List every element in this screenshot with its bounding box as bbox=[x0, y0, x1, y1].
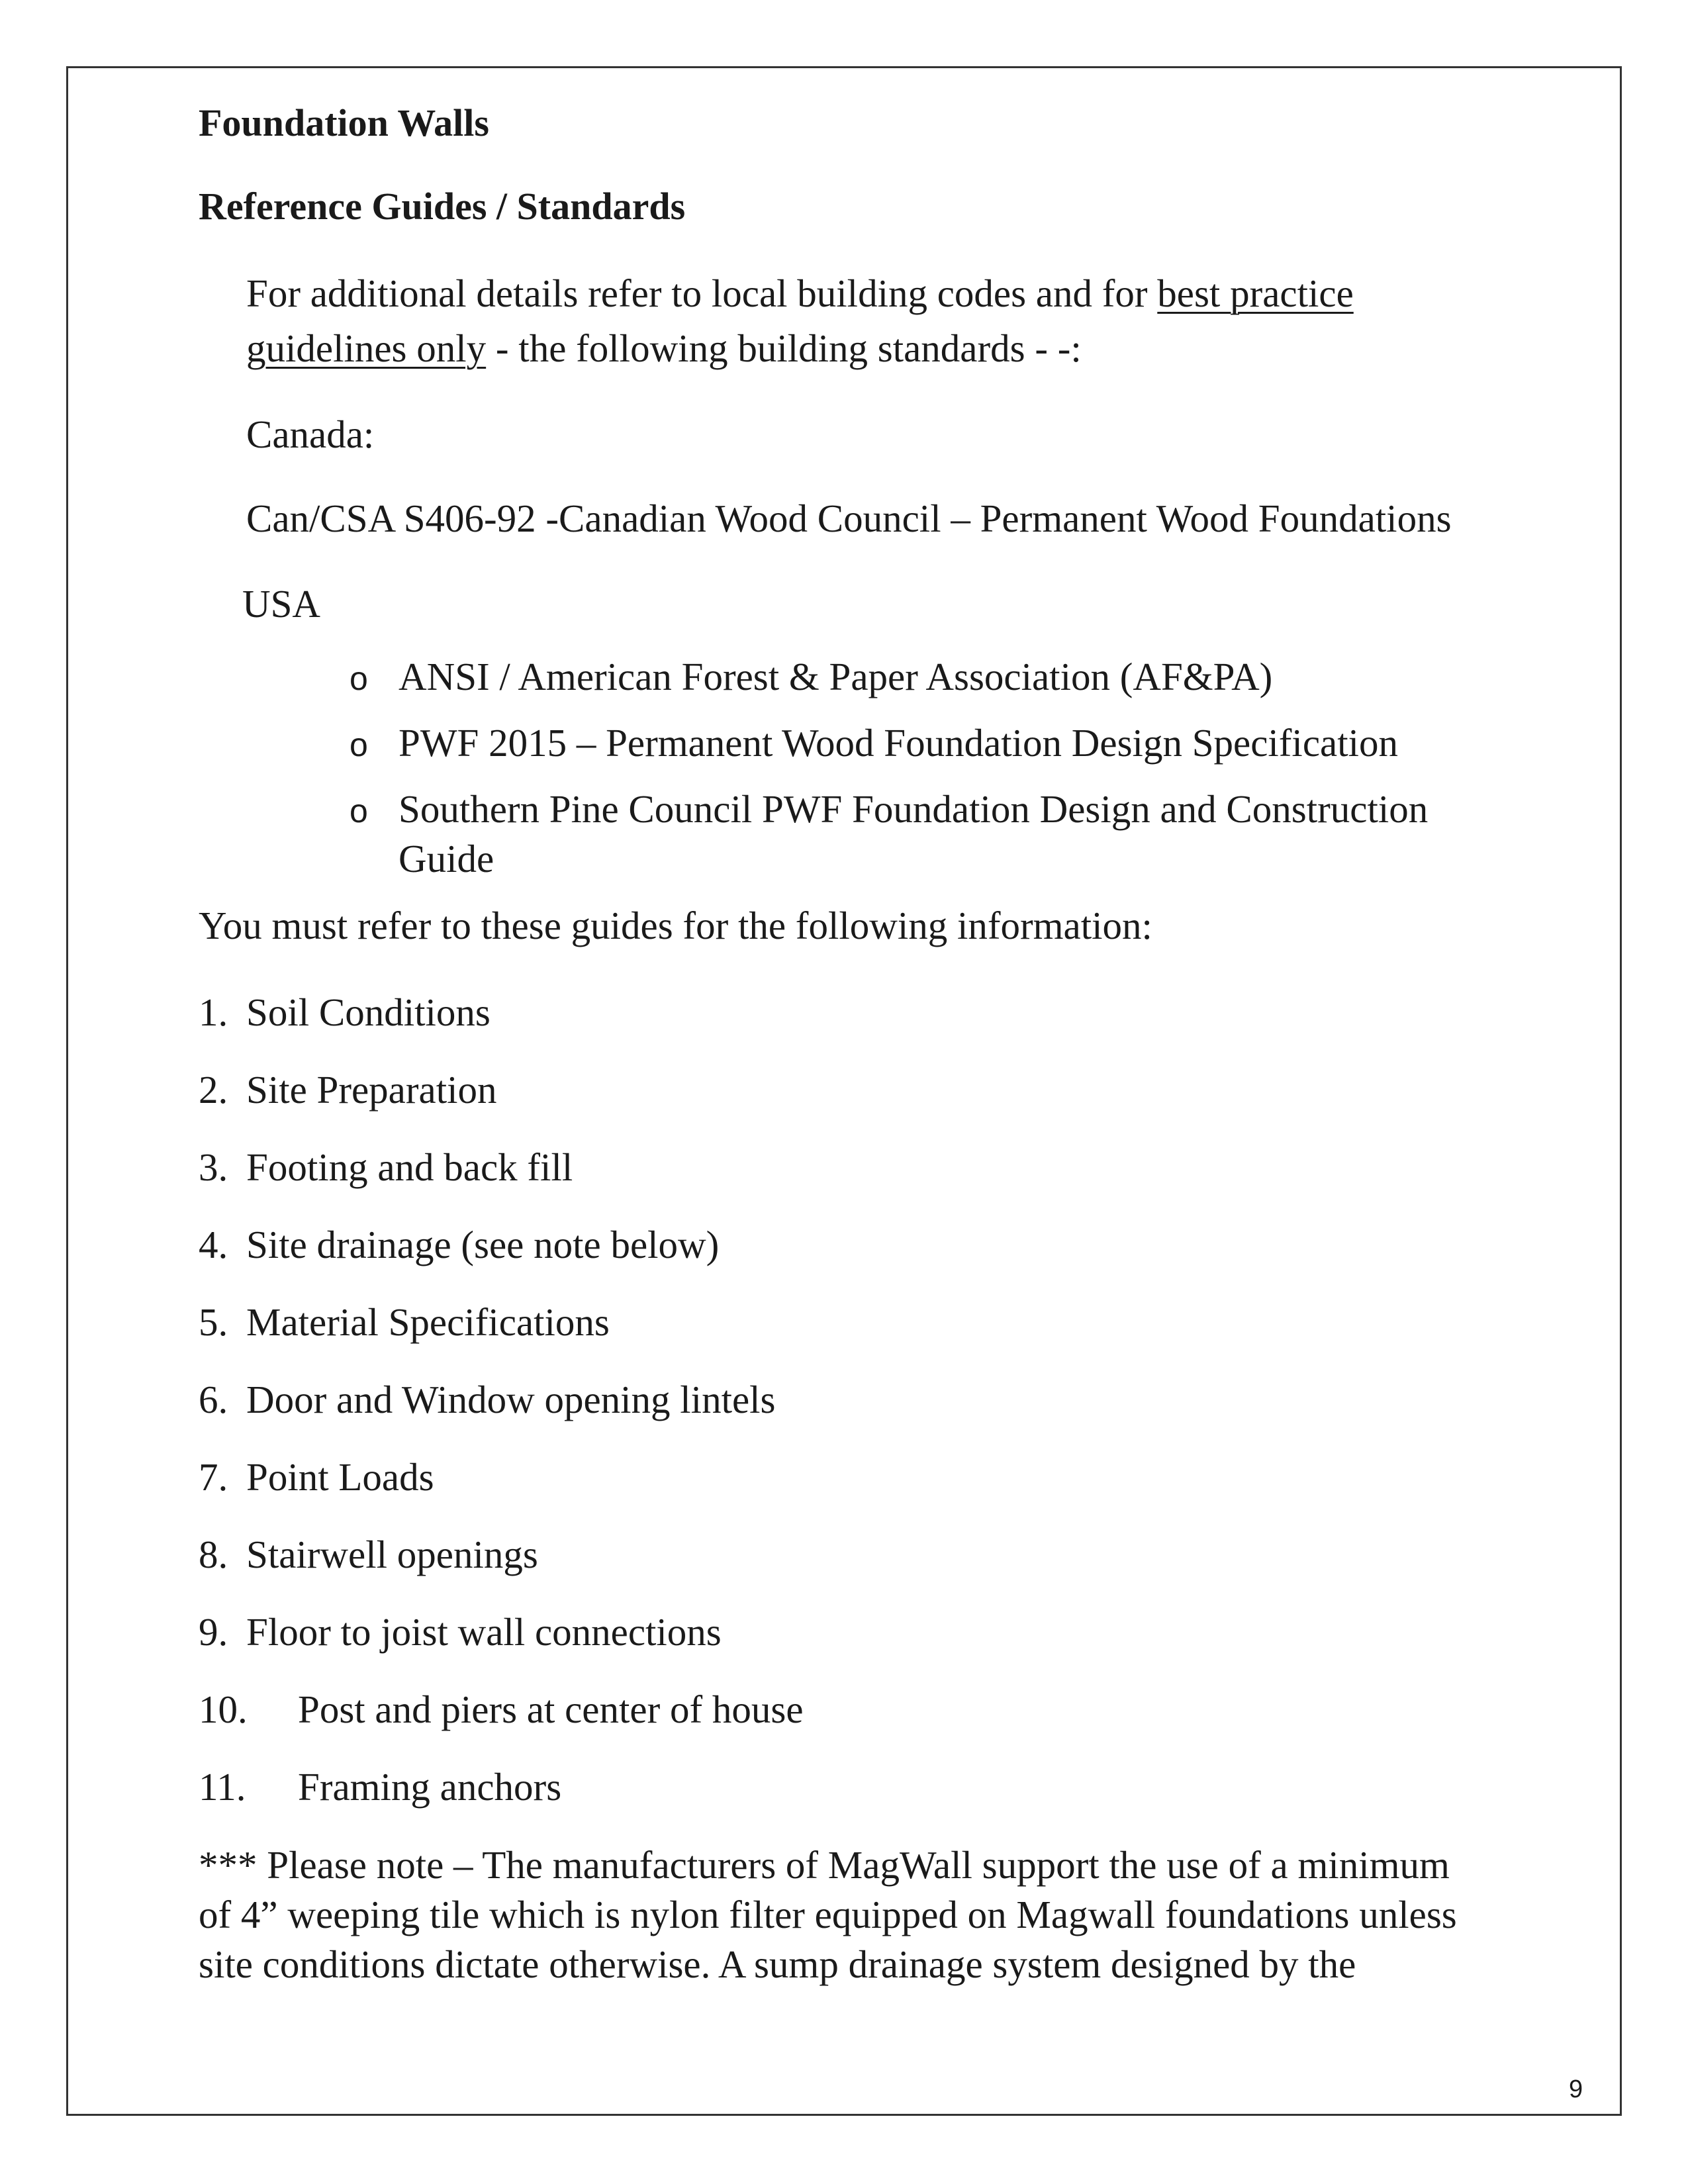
list-number: 7. bbox=[199, 1455, 228, 1499]
bullet-icon: o bbox=[350, 726, 368, 763]
list-item-text: Floor to joist wall connections bbox=[246, 1610, 722, 1654]
list-item-text: Material Specifications bbox=[246, 1300, 610, 1344]
canada-label: Canada: bbox=[246, 412, 375, 456]
list-number: 3. bbox=[199, 1145, 228, 1189]
usa-item-text: Southern Pine Council PWF Foundation Design and Construction bbox=[399, 787, 1429, 831]
refer-text: You must refer to these guides for the following information: bbox=[199, 904, 1152, 947]
list-number: 11. bbox=[199, 1765, 246, 1809]
usa-item-text: ANSI / American Forest & Paper Association (AF&PA) bbox=[399, 655, 1273, 698]
list-item-text: Footing and back fill bbox=[246, 1145, 573, 1189]
usa-item-text-continued: Guide bbox=[399, 837, 494, 880]
list-item-text: Soil Conditions bbox=[246, 990, 491, 1034]
intro-line-2 bbox=[246, 326, 1082, 370]
intro-line-1 bbox=[246, 271, 1354, 315]
bullet-icon: o bbox=[350, 792, 368, 830]
list-number: 1. bbox=[199, 990, 228, 1034]
list-number: 2. bbox=[199, 1068, 228, 1112]
list-number: 6. bbox=[199, 1378, 228, 1421]
usa-item-text: PWF 2015 – Permanent Wood Foundation Design Specification bbox=[399, 721, 1398, 765]
list-item-text: Post and piers at center of house bbox=[298, 1687, 804, 1731]
list-item-text: Site drainage (see note below) bbox=[246, 1223, 720, 1266]
list-number: 4. bbox=[199, 1223, 228, 1266]
list-number: 8. bbox=[199, 1533, 228, 1576]
guidelines-only-underlined: guidelines only bbox=[246, 326, 487, 370]
section-subheading: Reference Guides / Standards bbox=[199, 185, 686, 228]
list-item-text: Point Loads bbox=[246, 1455, 434, 1499]
intro-text: For additional details refer to local building codes and for bbox=[246, 271, 1158, 315]
page-number: 9 bbox=[1569, 2075, 1583, 2103]
note-line: site conditions dictate otherwise. A sump drainage system designed by the bbox=[199, 1942, 1356, 1986]
list-item-text: Stairwell openings bbox=[246, 1533, 538, 1576]
list-number: 9. bbox=[199, 1610, 228, 1654]
canada-standard: Can/CSA S406-92 -Canadian Wood Council – Permanent Wood Foundations bbox=[246, 497, 1452, 540]
bullet-icon: o bbox=[350, 660, 368, 697]
note-line: *** Please note – The manufacturers of MagWall support the use of a minimum bbox=[199, 1843, 1450, 1887]
usa-label: USA bbox=[242, 582, 321, 626]
list-item-text: Framing anchors bbox=[298, 1765, 562, 1809]
best-practice-underlined: best practice bbox=[1157, 271, 1354, 315]
list-number: 5. bbox=[199, 1300, 228, 1344]
list-item-text: Door and Window opening lintels bbox=[246, 1378, 776, 1421]
list-item-text: Site Preparation bbox=[246, 1068, 497, 1112]
intro-text-suffix: - the following building standards - -: bbox=[486, 326, 1082, 370]
page-heading: Foundation Walls bbox=[199, 101, 489, 144]
list-number: 10. bbox=[199, 1687, 248, 1731]
note-line: of 4” weeping tile which is nylon filter equipped on Magwall foundations unless bbox=[199, 1893, 1457, 1936]
